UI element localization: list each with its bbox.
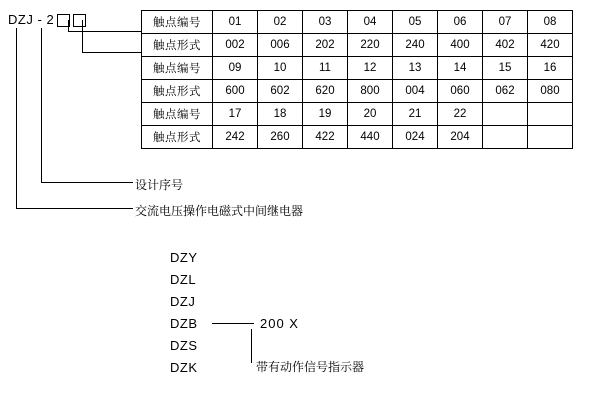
table-cell: 08 [528, 11, 573, 34]
table-cell: 16 [528, 57, 573, 80]
series-item-dzl: DZL [170, 272, 197, 287]
table-row [142, 57, 573, 80]
table-cell: 400 [438, 34, 483, 57]
leader-line-box2-vertical [82, 20, 83, 52]
table-cell: 19 [303, 103, 348, 126]
model-code-label [8, 12, 86, 27]
table-cell: 024 [393, 126, 438, 149]
leader-line-design-vertical [41, 28, 42, 182]
table-cell: 04 [348, 11, 393, 34]
table-cell: 800 [348, 80, 393, 103]
table-cell: 600 [213, 80, 258, 103]
table-cell: 20 [348, 103, 393, 126]
table-row [142, 103, 573, 126]
table-cell: 422 [303, 126, 348, 149]
table-cell: 062 [483, 80, 528, 103]
table-cell: 202 [303, 34, 348, 57]
series-item-dzy: DZY [170, 250, 198, 265]
series-item-dzs: DZS [170, 338, 198, 353]
table-cell: 01 [213, 11, 258, 34]
model-series: 2 [46, 12, 55, 27]
table-row [142, 34, 573, 57]
leader-line-box1-horizontal [68, 31, 141, 32]
table-cell: 11 [303, 57, 348, 80]
table-cell: 15 [483, 57, 528, 80]
table-cell: 006 [258, 34, 303, 57]
table-cell: 060 [438, 80, 483, 103]
row-header: 触点编号 [142, 57, 213, 80]
row-header: 触点形式 [142, 126, 213, 149]
table-cell: 07 [483, 11, 528, 34]
table-cell: 240 [393, 34, 438, 57]
row-header: 触点形式 [142, 80, 213, 103]
leader-line-design-horizontal [41, 182, 133, 183]
table-row [142, 11, 573, 34]
table-cell: 004 [393, 80, 438, 103]
table-cell: 03 [303, 11, 348, 34]
model-prefix: DZJ [8, 12, 34, 27]
leader-line-box1-vertical [68, 20, 69, 31]
series-code-label: 200 X [260, 316, 299, 331]
table-cell: 02 [258, 11, 303, 34]
leader-line-box2-horizontal [82, 52, 141, 53]
table-cell [528, 126, 573, 149]
model-box-2 [73, 14, 86, 27]
table-cell [483, 103, 528, 126]
table-cell: 080 [528, 80, 573, 103]
table-cell: 402 [483, 34, 528, 57]
model-dash: - [37, 12, 43, 27]
table-cell: 13 [393, 57, 438, 80]
indicator-note-label: 带有动作信号指示器 [256, 360, 365, 374]
table-row [142, 126, 573, 149]
table-cell: 620 [303, 80, 348, 103]
table-cell: 09 [213, 57, 258, 80]
table-cell: 10 [258, 57, 303, 80]
leader-line-series-code [212, 323, 254, 324]
table-cell: 220 [348, 34, 393, 57]
table-cell [483, 126, 528, 149]
table-cell: 242 [213, 126, 258, 149]
table-cell: 602 [258, 80, 303, 103]
table-cell: 17 [213, 103, 258, 126]
series-item-dzb: DZB [170, 316, 198, 331]
series-item-dzj: DZJ [170, 294, 196, 309]
leader-line-indicator-vertical [251, 329, 252, 363]
table-cell: 06 [438, 11, 483, 34]
leader-line-relay-horizontal [16, 208, 133, 209]
table-cell: 002 [213, 34, 258, 57]
table-cell: 260 [258, 126, 303, 149]
table-cell: 204 [438, 126, 483, 149]
row-header: 触点编号 [142, 103, 213, 126]
table-cell: 14 [438, 57, 483, 80]
table-cell: 21 [393, 103, 438, 126]
leader-label-relay-desc: 交流电压操作电磁式中间继电器 [135, 204, 304, 218]
table-cell [528, 103, 573, 126]
contact-spec-table [141, 10, 573, 149]
row-header: 触点形式 [142, 34, 213, 57]
table-cell: 12 [348, 57, 393, 80]
table-body [142, 11, 573, 149]
table-cell: 18 [258, 103, 303, 126]
table-row [142, 80, 573, 103]
row-header: 触点编号 [142, 11, 213, 34]
leader-label-design-no: 设计序号 [135, 178, 184, 192]
series-item-dzk: DZK [170, 360, 198, 375]
table-cell: 420 [528, 34, 573, 57]
table-cell: 22 [438, 103, 483, 126]
table-cell: 440 [348, 126, 393, 149]
table-cell: 05 [393, 11, 438, 34]
leader-line-relay-vertical [16, 28, 17, 208]
